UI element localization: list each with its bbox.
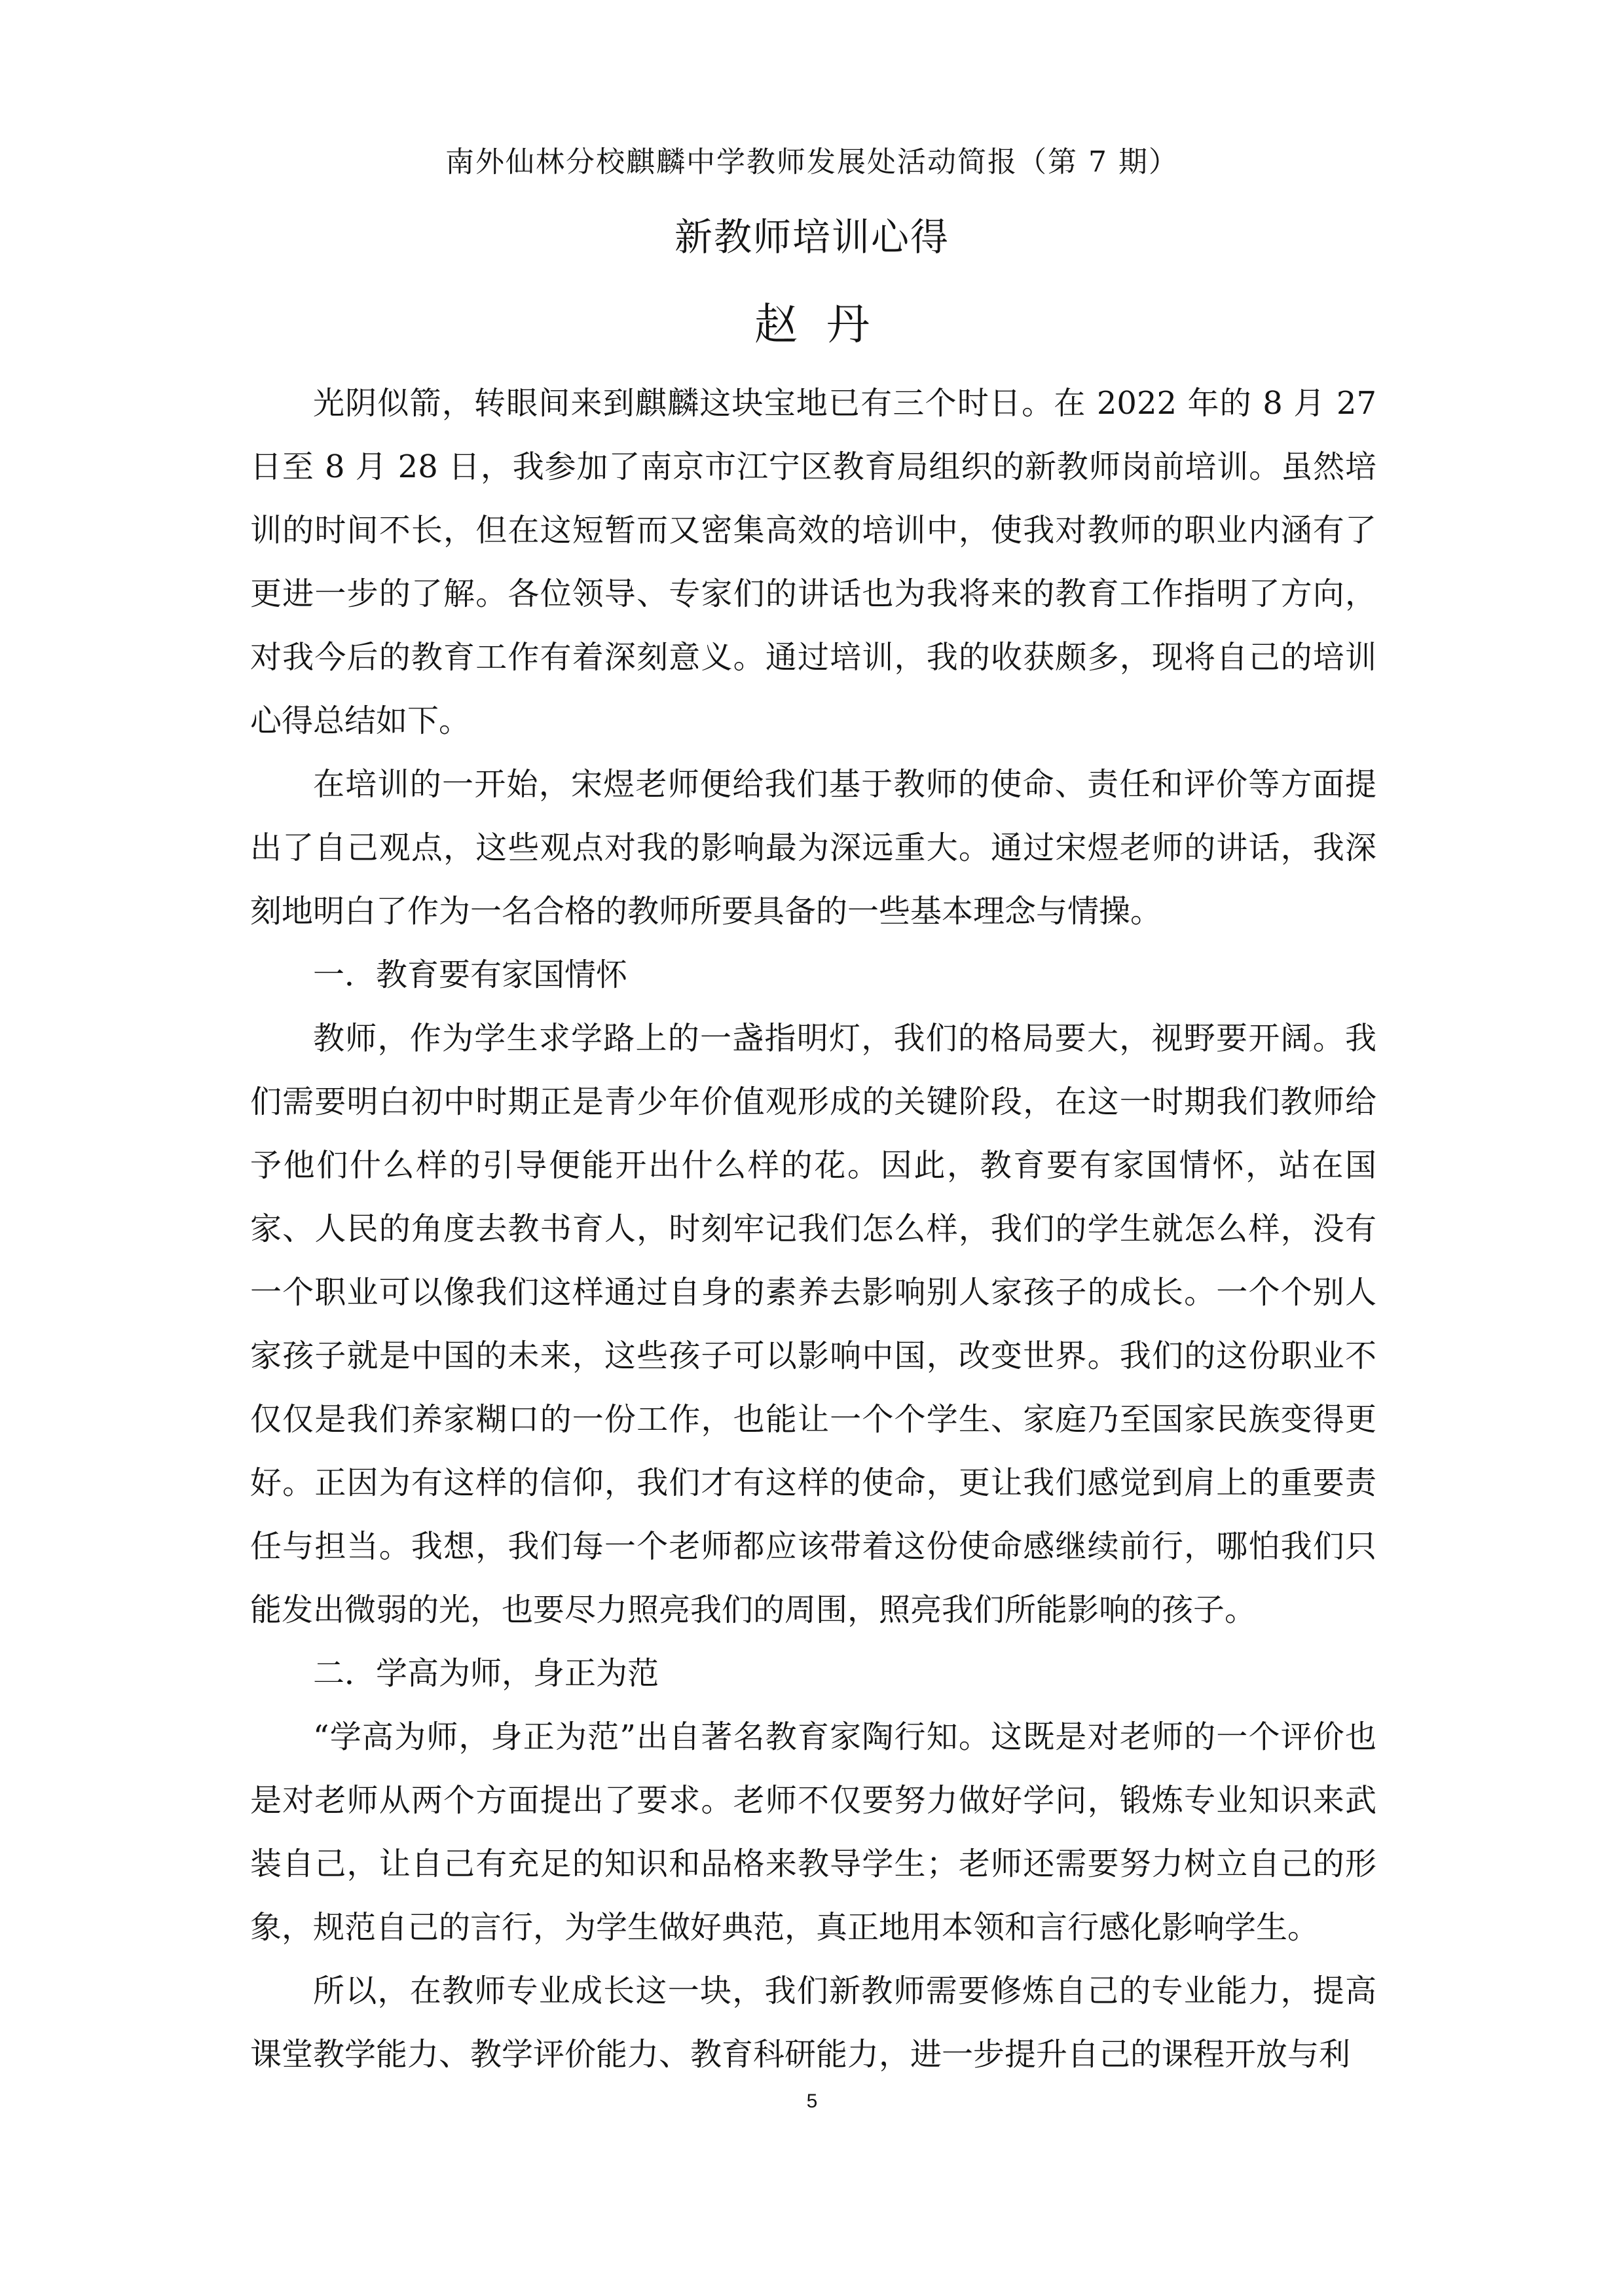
author-name: 赵丹 [754,299,898,350]
page-number: 5 [806,2090,818,2112]
paragraph-training-start: 在培训的一开始，宋煜老师便给我们基于教师的使命、责任和评价等方面提出了自己观点，这些观点对我的影响最为深远重大。通过宋煜老师的讲话，我深刻地明白了作为一名合格的教师所要具备的一些基本理念与情操。 [250,766,1376,930]
paragraph-section-1: 教师，作为学生求学路上的一盏指明灯，我们的格局要大，视野要开阔。我们需要明白初中时期正是青少年价值观形成的关键阶段，在这一时期我们教师给予他们什么样的引导便能开出什么样的花。因此，教育要有家国情怀，站在国家、人民的角度去教书育人，时刻牢记我们怎么样，我们的学生就怎么样，没有一个职业可以像我们这样通过自身的素养去影响别人家孩子的成长。一个个别人家孩子就是中国的未来，这些孩子可以影响中国，改变世界。我们的这份职业不仅仅是我们养家糊口的一份工作，也能让一个个学生、家庭乃至国家民族变得更好。正因为有这样的信仰，我们才有这样的使命，更让我们感觉到肩上的重要责任与担当。我想，我们每一个老师都应该带着这份使命感继续前行，哪怕我们只能发出微弱的光，也要尽力照亮我们的周围，照亮我们所能影响的孩子。 [250,1020,1376,1628]
article-title: 新教师培训心得 [674,215,950,259]
paragraph-conclusion: 所以，在教师专业成长这一块，我们新教师需要修炼自己的专业能力，提高课堂教学能力、教学评价能力、教育科研能力，进一步提升自己的课程开放与利 [250,1973,1376,2073]
article-body [250,372,1376,2086]
newsletter-header: 南外仙林分校麒麟中学教师发展处活动简报（第 7 期） [445,145,1179,179]
section-heading-1: 一．教育要有家国情怀 [313,957,628,993]
section-heading-2: 二．学高为师，身正为范 [313,1655,659,1692]
paragraph-intro: 光阴似箭，转眼间来到麒麟这块宝地已有三个时日。在 2022 年的 8 月 27 日至 8 月 28 日，我参加了南京市江宁区教育局组织的新教师岗前培训。虽然培训的时间不长，但在这短暂而又密集高效的培训中，使我对教师的职业内涵有了更进一步的了解。各位领导、专家们的讲话也为我将来的教育工作指明了方向，对我今后的教育工作有着深刻意义。通过培训，我的收获颇多，现将自己的培训心得总结如下。 [250,385,1376,739]
paragraph-section-2: “学高为师，身正为范”出自著名教育家陶行知。这既是对老师的一个评价也是对老师从两个方面提出了要求。老师不仅要努力做好学问，锻炼专业知识来武装自己，让自己有充足的知识和品格来教导学生；老师还需要努力树立自己的形象，规范自己的言行，为学生做好典范，真正地用本领和言行感化影响学生。 [250,1719,1376,1946]
